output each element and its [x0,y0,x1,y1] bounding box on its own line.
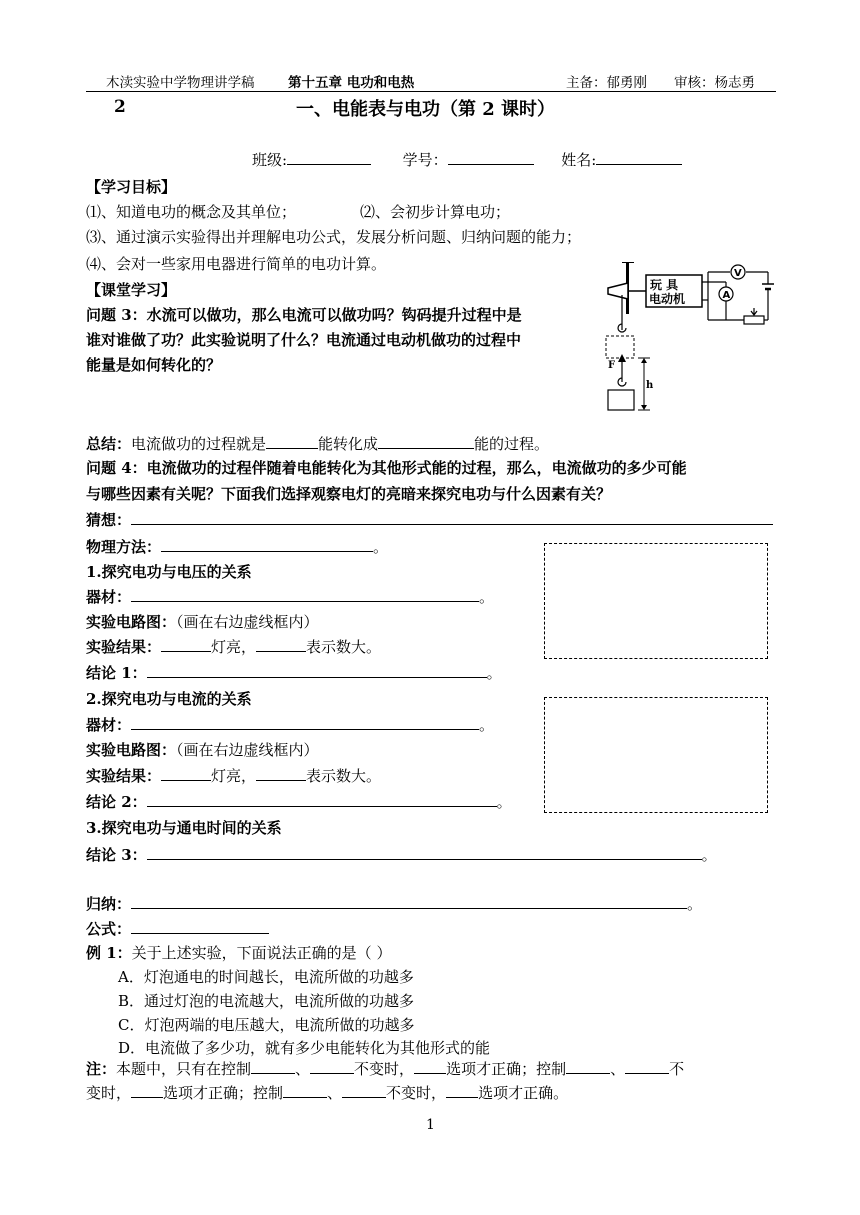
exp1-result-text-2: 表示数大。 [306,638,382,656]
option-b[interactable]: B．通过灯泡的电流越大，电流所做的功越多 [118,992,415,1010]
goal-3: ⑶、通过演示实验得出并理解电功公式，发展分析问题、归纳问题的能力； [86,228,582,246]
id-field[interactable] [448,150,534,165]
header-school: 木渎实验中学物理讲学稿 [106,75,255,91]
motor-experiment-figure [598,262,778,414]
exp1-conclusion-field[interactable] [147,663,487,678]
name-label: 姓名: [561,151,597,169]
exp2-circuit-row [86,739,319,760]
formula-field[interactable] [131,919,269,934]
induction-period: 。 [687,895,703,913]
exp3-conclusion-field[interactable] [147,845,702,860]
question-4-line-1: 问题 4：电流做功的过程伴随着电能转化为其他形式能的过程，那么，电流做功的多少可能 [86,459,687,477]
exp1-result-row [86,636,381,657]
note-text-7: 不变时， [386,1084,447,1102]
header-reviewer: 审核：杨志勇 [674,75,755,91]
goals-heading: 【学习目标】 [86,178,177,196]
exp1-conclusion-row [86,662,502,683]
class-label: 班级: [252,151,288,169]
exp2-circuit-note: （画在右边虚线框内） [176,741,319,759]
note-label: 注： [86,1060,117,1078]
note-text-6: 选项才正确；控制 [163,1084,284,1102]
note-blank-7[interactable] [283,1083,327,1098]
exp1-circuit-note: （画在右边虚线框内） [176,613,319,631]
exp2-equipment-period: 。 [479,716,495,734]
force-label: F [608,360,616,371]
note-blank-4[interactable] [566,1059,610,1074]
exp2-result-label: 实验结果： [86,767,162,785]
goal-4: ⑷、会对一些家用电器进行简单的电功计算。 [86,255,387,273]
exp1-conclusion-period: 。 [486,664,502,682]
exp3-title: 3.探究电功与通电时间的关系 [86,819,282,837]
question-3-line-3: 能量是如何转化的？ [86,356,222,374]
example-1-stem [86,942,391,963]
lesson-number: 2 [114,97,126,117]
header-rule [86,91,776,92]
note-blank-8[interactable] [342,1083,386,1098]
formula-row [86,918,269,939]
id-label: 学号： [402,151,448,169]
method-field[interactable] [161,537,373,552]
header-preparer: 主备：郁勇刚 [566,75,647,91]
induction-row [86,893,702,914]
note-line-2 [86,1082,568,1103]
method-label: 物理方法： [86,538,162,556]
note-blank-5[interactable] [625,1059,669,1074]
motor-label-1: 玩 具 [650,278,679,292]
exp1-result-text-1: 灯亮， [211,638,257,656]
question-4-line-2: 与哪些因素有关呢？下面我们选择观察电灯的亮暗来探究电功与什么因素有关？ [86,485,612,503]
option-a[interactable]: A．灯泡通电的时间越长，电流所做的功越多 [118,968,414,986]
exp3-conclusion-row [86,844,717,865]
goal-2: ⑵、会初步计算电功； [360,203,511,221]
class-field[interactable] [287,150,371,165]
exp1-circuit-row [86,611,319,632]
exp1-equipment-row [86,586,494,607]
header-chapter: 第十五章 电功和电热 [288,75,415,91]
exp2-result-blank-2[interactable] [256,766,306,781]
question-3-line-2: 谁对谁做了功？此实验说明了什么？电流通过电动机做功的过程中 [86,331,522,349]
exp2-equipment-field[interactable] [131,715,479,730]
option-c[interactable]: C．灯泡两端的电压越大，电流所做的功越多 [118,1016,415,1034]
note-sep-2: 、 [610,1060,626,1078]
summary-label: 总结： [86,435,132,453]
guess-field[interactable] [131,510,773,525]
exp1-equipment-label: 器材： [86,588,132,606]
exp2-conclusion-row [86,791,512,812]
guess-label: 猜想： [86,511,132,529]
goal-1: ⑴、知道电功的概念及其单位； [86,203,297,221]
question-3-line-1: 问题 3：水流可以做功，那么电流可以做功吗？钩码提升过程中是 [86,306,522,324]
exp1-equipment-period: 。 [479,588,495,606]
note-blank-9[interactable] [446,1083,478,1098]
exp1-result-blank-1[interactable] [161,637,211,652]
note-text-8: 选项才正确。 [478,1084,569,1102]
exp2-circuit-label: 实验电路图： [86,741,177,759]
summary-blank-1[interactable] [266,434,318,449]
method-period: 。 [373,538,389,556]
exp2-conclusion-period: 。 [496,793,512,811]
ammeter-icon: A [722,290,731,301]
exp1-result-blank-2[interactable] [256,637,306,652]
note-text-1: 本题中，只有在控制 [116,1060,252,1078]
note-blank-3[interactable] [414,1059,446,1074]
example-1-text: 关于上述实验，下面说法正确的是（ ） [131,944,392,962]
exp2-result-text-2: 表示数大。 [306,767,382,785]
student-info [252,149,682,170]
exp1-conclusion-label: 结论 1： [86,664,147,682]
note-blank-6[interactable] [131,1083,163,1098]
guess-row [86,509,773,530]
exp2-result-blank-1[interactable] [161,766,211,781]
induction-field[interactable] [131,894,687,909]
note-text-5: 变时， [86,1084,132,1102]
option-d[interactable]: D．电流做了多少功，就有多少电能转化为其他形式的能 [118,1039,491,1057]
classroom-heading: 【课堂学习】 [86,281,177,299]
height-label: h [646,380,654,391]
note-text-4: 不 [669,1060,685,1078]
exp1-equipment-field[interactable] [131,587,479,602]
note-text-3: 选项才正确；控制 [446,1060,567,1078]
summary-text-2: 能转化成 [318,435,379,453]
exp2-result-row [86,765,381,786]
exp3-conclusion-period: 。 [701,846,717,864]
exp2-result-text-1: 灯亮， [211,767,257,785]
circuit-drawing-box-1[interactable] [544,543,768,659]
exp3-conclusion-label: 结论 3： [86,846,147,864]
voltmeter-icon: V [734,268,742,279]
page-number: 1 [426,1117,435,1133]
circuit-drawing-box-2[interactable] [544,697,768,813]
exp1-title: 1.探究电功与电压的关系 [86,563,252,581]
exp1-circuit-label: 实验电路图： [86,613,177,631]
exp2-conclusion-field[interactable] [147,792,497,807]
note-blank-1[interactable] [251,1059,295,1074]
example-1-label: 例 1： [86,944,132,962]
exp2-equipment-row [86,714,494,735]
summary-text-3: 能的过程。 [474,435,550,453]
method-row [86,536,388,557]
note-sep-1: 、 [295,1060,311,1078]
summary-blank-2[interactable] [378,434,474,449]
exp1-result-label: 实验结果： [86,638,162,656]
summary-text-1: 电流做功的过程就是 [131,435,267,453]
name-field[interactable] [596,150,682,165]
formula-label: 公式： [86,920,132,938]
summary [86,433,549,454]
page-title: 一、电能表与电功（第 2 课时） [296,99,556,120]
note-line-1 [86,1058,684,1079]
exp2-equipment-label: 器材： [86,716,132,734]
motor-label-2: 电动机 [649,292,686,306]
note-sep-3: 、 [327,1084,343,1102]
note-blank-2[interactable] [310,1059,354,1074]
exp2-conclusion-label: 结论 2： [86,793,147,811]
exp2-title: 2.探究电功与电流的关系 [86,690,252,708]
note-text-2: 不变时， [354,1060,415,1078]
induction-label: 归纳： [86,895,132,913]
